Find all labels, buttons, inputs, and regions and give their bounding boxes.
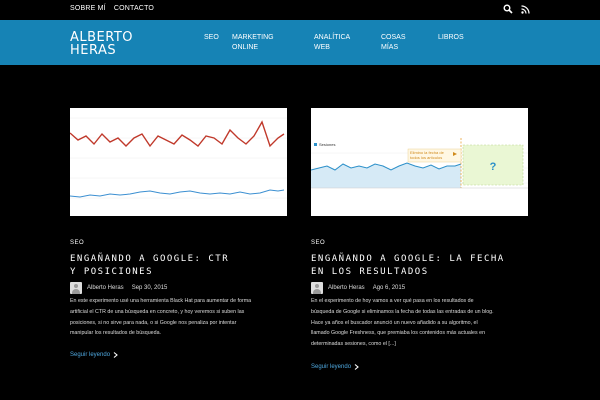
- top-nav-link-contact[interactable]: CONTACTO: [113, 5, 155, 12]
- chevron-right-icon: [354, 364, 359, 370]
- logo-line-1: ALBERTO: [70, 30, 134, 45]
- nav-item-label: ONLINE: [232, 44, 259, 51]
- post-author[interactable]: Alberto Heras: [87, 285, 124, 291]
- post-excerpt: [311, 296, 528, 350]
- post-title-line: ENGAÑANDO A GOOGLE: CTR: [70, 254, 230, 264]
- post-title[interactable]: [311, 253, 528, 279]
- nav-item-label: MÍAS: [381, 44, 399, 51]
- search-icon[interactable]: [503, 4, 513, 14]
- post-title-line: ENGAÑANDO A GOOGLE: LA FECHA: [311, 254, 505, 264]
- nav-item-marketing-online[interactable]: [232, 33, 274, 53]
- excerpt-line: posiciones, si no sirve para nada, o si Google nos penaliza por intentar: [70, 319, 237, 326]
- nav-item-cosas-mias[interactable]: [381, 33, 406, 53]
- post-featured-image[interactable]: [311, 108, 528, 216]
- post-title[interactable]: [70, 253, 287, 279]
- excerpt-line: Hace ya años el buscador anunció un nuevo añadido a su algoritmo, el: [311, 319, 478, 326]
- excerpt-line: determinadas sesiones, como el [...]: [311, 341, 396, 348]
- post-featured-image[interactable]: [70, 108, 287, 216]
- top-icons: [503, 4, 530, 14]
- top-nav: [70, 5, 154, 12]
- read-more-link[interactable]: [70, 352, 118, 358]
- site-logo[interactable]: [70, 31, 133, 57]
- nav-item-analitica-web[interactable]: [314, 33, 350, 53]
- post-date: Sep 30, 2015: [131, 285, 168, 291]
- chart-legend-sessions: Sesiones: [319, 142, 336, 147]
- ctr-chart-image: [70, 108, 287, 216]
- read-more-label: Seguir leyendo: [70, 352, 111, 358]
- nav-item-label: MARKETING: [232, 34, 274, 41]
- nav-item-label: LIBROS: [438, 34, 464, 41]
- excerpt-line: búsqueda de Google si eliminamos la fecha de todas las entradas de un blog.: [311, 308, 494, 315]
- nav-item-libros[interactable]: [438, 33, 464, 43]
- post-meta: [70, 282, 167, 294]
- post-meta: [311, 282, 405, 294]
- excerpt-line: En este experimento usé una herramienta Black Hat para aumentar de forma: [70, 298, 252, 304]
- excerpt-line: artificial el CTR de una búsqueda en concreto, y hoy veremos si suben las: [70, 308, 245, 315]
- excerpt-line: llamado Google Freshness, que premiaba los contenidos más actuales en: [311, 330, 486, 337]
- nav-item-seo[interactable]: [204, 33, 219, 43]
- read-more-label: Seguir leyendo: [311, 364, 352, 370]
- read-more-link[interactable]: [311, 364, 359, 370]
- post-excerpt: [70, 296, 287, 339]
- excerpt-line: manipular los resultados de búsqueda.: [70, 330, 161, 337]
- nav-item-label: ANALÍTICA: [314, 34, 351, 41]
- chart-question-mark: ?: [489, 161, 497, 173]
- post-author[interactable]: Alberto Heras: [328, 285, 365, 291]
- chart-annotation: todos los artículos: [410, 155, 443, 160]
- excerpt-line: En el experimento de hoy vamos a ver qué pasa en los resultados de: [311, 298, 474, 304]
- post-title-line: Y POSICIONES: [70, 267, 154, 277]
- nav-item-label: SEO: [204, 34, 219, 41]
- post-category[interactable]: SEO: [70, 240, 85, 246]
- author-avatar: [70, 282, 82, 294]
- chevron-right-icon: [113, 352, 118, 358]
- top-bar: [0, 0, 600, 20]
- post-date: Ago 6, 2015: [372, 285, 406, 291]
- sessions-chart-image: [311, 108, 528, 216]
- nav-item-label: COSAS: [381, 34, 406, 41]
- post-title-line: EN LOS RESULTADOS: [311, 267, 429, 277]
- top-nav-link-about[interactable]: SOBRE MÍ: [70, 5, 106, 12]
- chart-annotation: Elimino la fecha de: [410, 150, 444, 155]
- nav-item-label: WEB: [314, 44, 330, 51]
- logo-line-2: HERAS: [70, 43, 117, 58]
- post-category[interactable]: SEO: [311, 240, 326, 246]
- site-header: [0, 20, 600, 65]
- author-avatar: [311, 282, 323, 294]
- rss-icon[interactable]: [521, 5, 530, 14]
